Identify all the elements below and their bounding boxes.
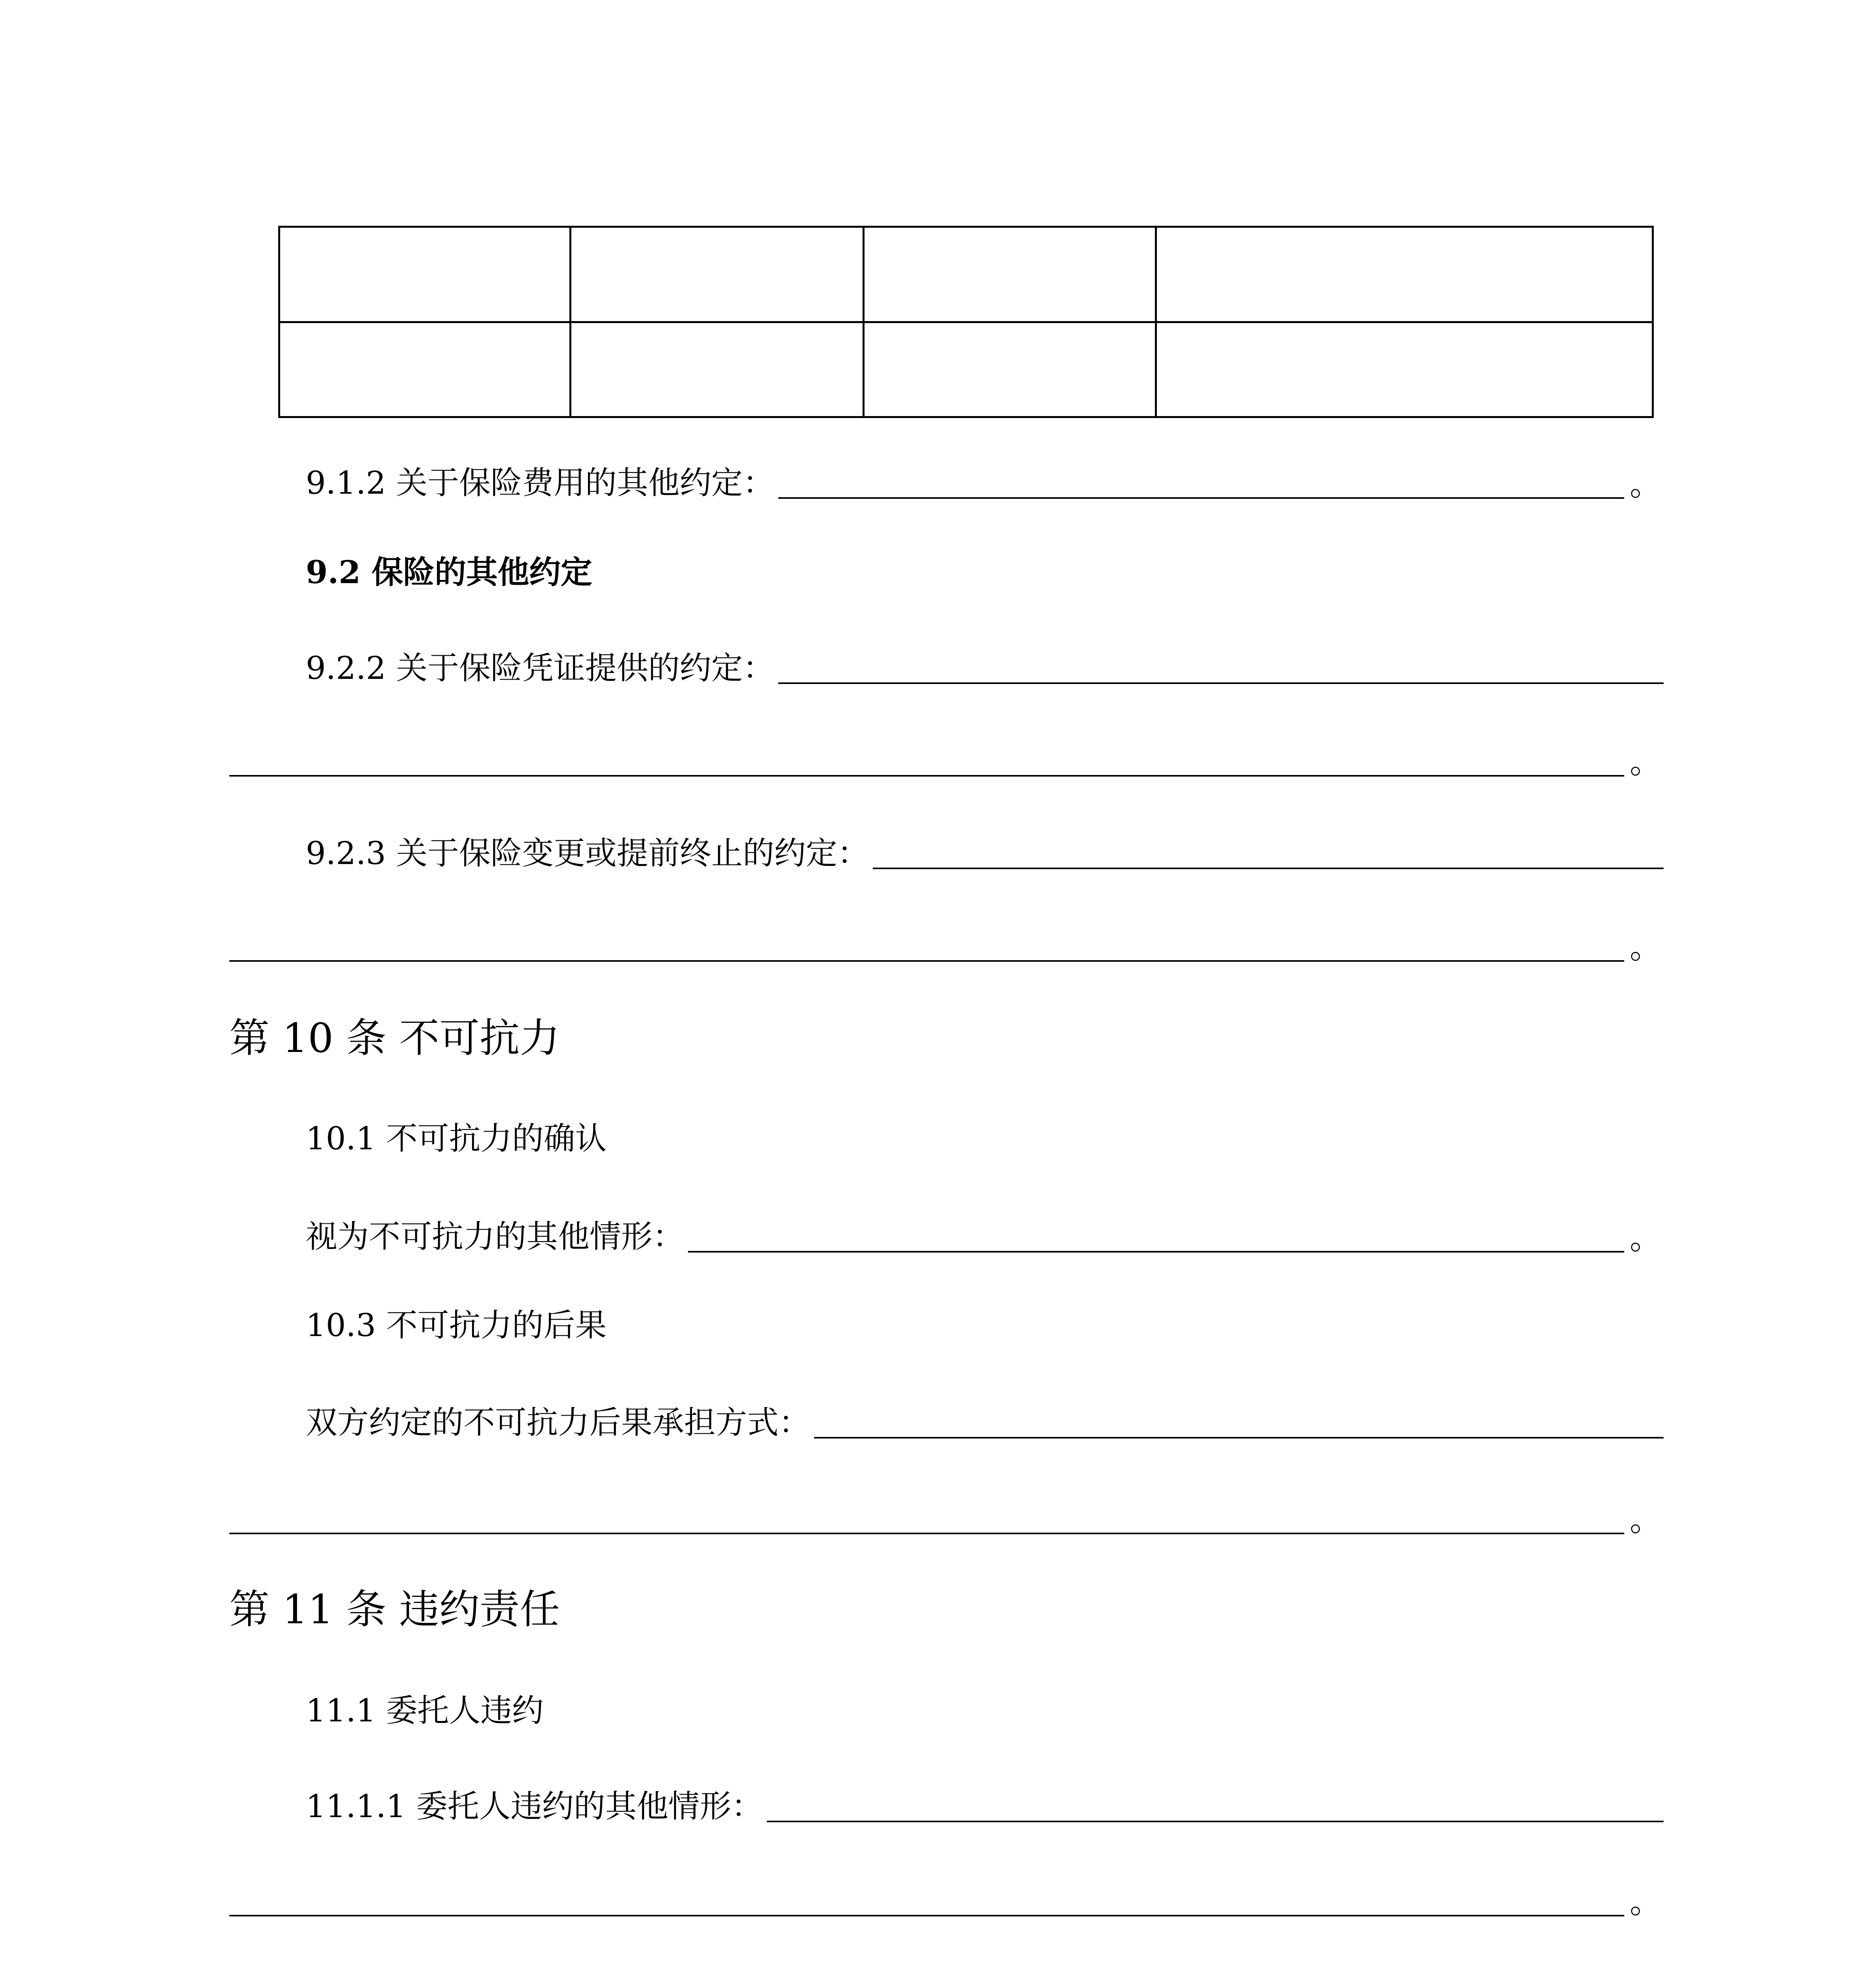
clause-10-3 xyxy=(306,1405,1664,1443)
table-cell[interactable] xyxy=(571,227,864,322)
table-cell[interactable] xyxy=(571,322,864,417)
table-cell[interactable] xyxy=(279,227,571,322)
fill-blank[interactable] xyxy=(778,682,1664,684)
clause-label: 11.1.1 委托人违约的其他情形： xyxy=(306,1788,763,1825)
section-title: 10.3 不可抗力的后果 xyxy=(306,1307,607,1344)
section-9-2-title xyxy=(306,555,592,593)
section-title: 11.1 委托人违约 xyxy=(306,1692,544,1729)
period-mark: 。 xyxy=(1630,744,1661,781)
fill-blank[interactable] xyxy=(767,1821,1664,1822)
period-mark: 。 xyxy=(1630,929,1661,966)
clause-label: 视为不可抗力的其他情形： xyxy=(306,1218,684,1255)
section-11-1-title xyxy=(306,1693,544,1731)
article-11-heading: 第 11 条 违约责任 xyxy=(229,1586,560,1633)
period-mark: 。 xyxy=(1630,1220,1661,1256)
period-mark: 。 xyxy=(1630,1502,1661,1538)
clause-9-2-2-continued xyxy=(229,743,1661,781)
clause-10-1 xyxy=(306,1219,1661,1257)
section-title: 9.2 保险的其他约定 xyxy=(306,554,593,591)
insurance-table xyxy=(278,226,1654,418)
fill-blank[interactable] xyxy=(229,775,1624,777)
period-mark: 。 xyxy=(1630,1884,1661,1920)
table-cell[interactable] xyxy=(279,322,571,417)
fill-blank[interactable] xyxy=(873,868,1664,869)
table-cell[interactable] xyxy=(1156,322,1653,417)
clause-9-2-2 xyxy=(306,651,1664,689)
section-title: 10.1 不可抗力的确认 xyxy=(306,1120,607,1157)
table-row xyxy=(279,227,1653,322)
fill-blank[interactable] xyxy=(814,1437,1664,1438)
fill-blank[interactable] xyxy=(688,1251,1624,1253)
clause-11-1-1-continued xyxy=(229,1883,1661,1921)
clause-label: 双方约定的不可抗力后果承担方式： xyxy=(306,1404,810,1441)
section-10-1-title xyxy=(306,1121,607,1159)
table-cell[interactable] xyxy=(864,322,1156,417)
clause-11-1-1 xyxy=(306,1789,1664,1827)
fill-blank[interactable] xyxy=(229,1533,1624,1534)
fill-blank[interactable] xyxy=(778,497,1624,499)
period-mark: 。 xyxy=(1630,466,1661,503)
clause-label: 9.1.2 关于保险费用的其他约定： xyxy=(306,465,774,501)
table-row xyxy=(279,322,1653,417)
section-10-3-title xyxy=(306,1308,607,1346)
clause-label: 9.2.2 关于保险凭证提供的约定： xyxy=(306,650,774,686)
fill-blank[interactable] xyxy=(229,1915,1624,1916)
clause-9-2-3 xyxy=(306,836,1664,874)
table-cell[interactable] xyxy=(1156,227,1653,322)
article-10-heading: 第 10 条 不可抗力 xyxy=(229,1015,560,1062)
clause-label: 9.2.3 关于保险变更或提前终止的约定： xyxy=(306,835,869,872)
clause-9-2-3-continued xyxy=(229,929,1661,966)
clause-10-3-continued xyxy=(229,1501,1661,1539)
table-cell[interactable] xyxy=(864,227,1156,322)
clause-9-1-2 xyxy=(306,466,1661,504)
fill-blank[interactable] xyxy=(229,960,1624,962)
